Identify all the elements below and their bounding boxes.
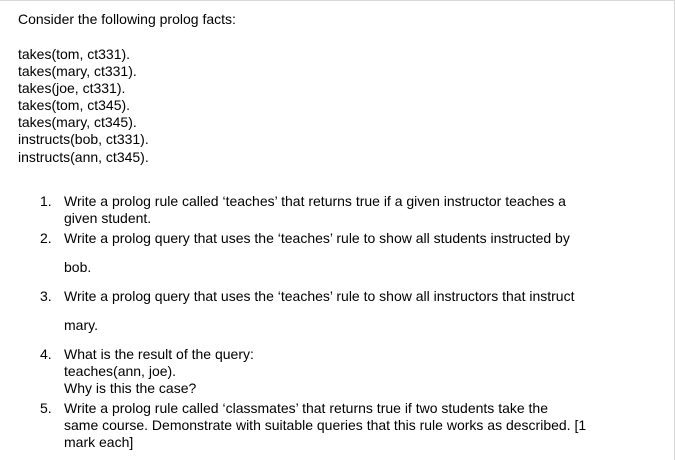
question-line: Write a prolog query that uses the ‘teaches’ rule to show all instructors that instruct (64, 288, 575, 304)
question-text (64, 288, 639, 334)
question-line: Why is this the case? (64, 380, 197, 396)
question-line: Write a prolog rule called ‘teaches’ that returns true if a given instructor teaches a (64, 193, 566, 209)
fact-line: takes(joe, ct331). (18, 80, 126, 97)
fact-line: instructs(ann, ct345). (18, 148, 149, 165)
facts-list (18, 46, 149, 166)
fact-line: takes(tom, ct331). (18, 46, 131, 62)
question-line: teaches(ann, joe). (64, 363, 177, 379)
question-number: 2. (40, 230, 52, 246)
question-line: Write a prolog query that uses the ‘teaches’ rule to show all students instructed by (64, 230, 570, 246)
question-line: same course. Demonstrate with suitable queries that this rule works as described. [1 (64, 417, 587, 433)
question-text (64, 230, 639, 276)
question-number: 5. (40, 400, 52, 416)
question-line: mark each] (64, 434, 134, 450)
question-line: bob. (64, 259, 92, 275)
intro-text: Consider the following prolog facts: (18, 11, 236, 27)
question-text (64, 193, 639, 227)
fact-line: instructs(bob, ct331). (18, 131, 149, 148)
question-line: Write a prolog rule called ‘classmates’ that returns true if two students take the (64, 400, 549, 416)
question-line: What is the result of the query: (64, 346, 254, 362)
fact-line: takes(mary, ct345). (18, 114, 137, 131)
question-text (64, 400, 639, 451)
fact-line: takes(tom, ct345). (18, 97, 131, 114)
question-number: 4. (40, 346, 52, 362)
question-line: given student. (64, 210, 152, 226)
question-number: 1. (40, 193, 52, 209)
question-number: 3. (40, 288, 52, 304)
fact-line: takes(mary, ct331). (18, 63, 137, 80)
question-line: mary. (64, 317, 98, 333)
question-text (64, 346, 639, 397)
